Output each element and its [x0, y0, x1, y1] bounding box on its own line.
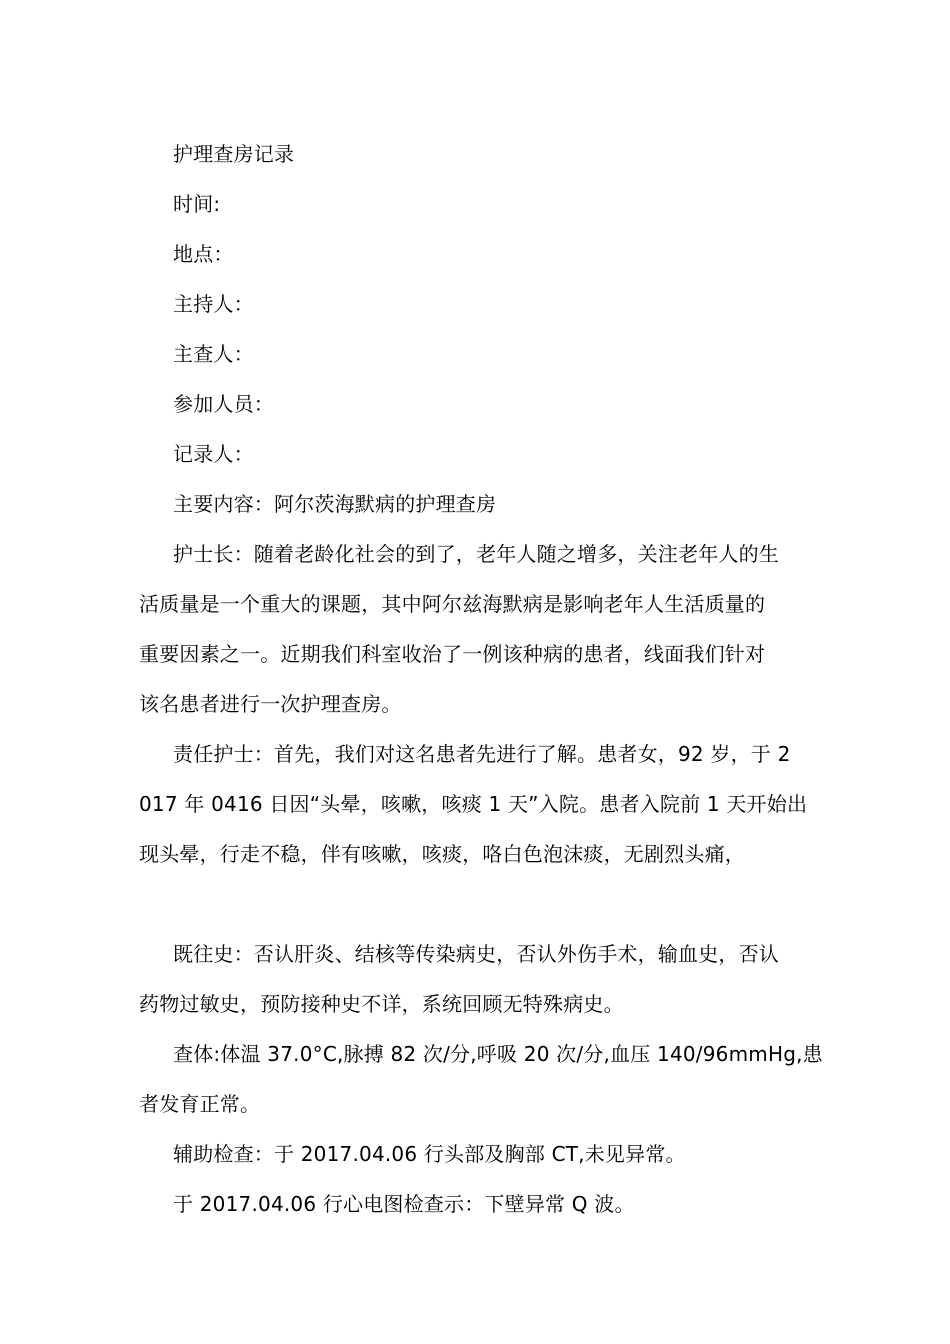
paragraph-aux-exam: 辅助检查：于 2017.04.06 行头部及胸部 CT,未见异常。 [173, 1142, 686, 1166]
paragraph-ecg: 于 2017.04.06 行心电图检查示：下壁异常 Q 波。 [173, 1192, 635, 1216]
paragraph-history-line-1: 既往史：否认肝炎、结核等传染病史，否认外伤手术，输血史，否认 [173, 942, 779, 966]
paragraph-head-nurse-line-2: 活质量是一个重大的课题，其中阿尔兹海默病是影响老年人生活质量的 [139, 592, 766, 616]
paragraph-responsible-nurse-line-1: 责任护士：首先，我们对这名患者先进行了解。患者女，92 岁，于 2 [173, 742, 791, 766]
document-title: 护理查房记录 [173, 142, 295, 166]
paragraph-head-nurse-line-3: 重要因素之一。近期我们科室收治了一例该种病的患者，线面我们针对 [139, 642, 766, 666]
field-host: 主持人： [173, 292, 254, 316]
paragraph-exam-line-1: 查体:体温 37.0°C,脉搏 82 次/分,呼吸 20 次/分,血压 140/96mmHg,患 [173, 1042, 823, 1066]
paragraph-head-nurse-line-4: 该名患者进行一次护理查房。 [139, 692, 402, 716]
field-recorder: 记录人： [173, 442, 254, 466]
field-content: 主要内容：阿尔茨海默病的护理查房 [173, 492, 497, 516]
field-time: 时间: [173, 192, 221, 216]
field-inspector: 主查人： [173, 342, 254, 366]
paragraph-responsible-nurse-line-2: 017 年 0416 日因“头晕，咳嗽，咳痰 1 天”入院。患者入院前 1 天开始出 [139, 792, 808, 816]
paragraph-history-line-2: 药物过敏史，预防接种史不详，系统回顾无特殊病史。 [139, 992, 624, 1016]
field-participants: 参加人员： [173, 392, 274, 416]
paragraph-head-nurse-line-1: 护士长：随着老龄化社会的到了，老年人随之增多，关注老年人的生 [173, 542, 779, 566]
paragraph-responsible-nurse-line-3: 现头晕，行走不稳，伴有咳嗽，咳痰，咯白色泡沫痰，无剧烈头痛， [139, 842, 745, 866]
field-place: 地点： [173, 242, 234, 266]
paragraph-exam-line-2: 者发育正常。 [139, 1092, 261, 1116]
